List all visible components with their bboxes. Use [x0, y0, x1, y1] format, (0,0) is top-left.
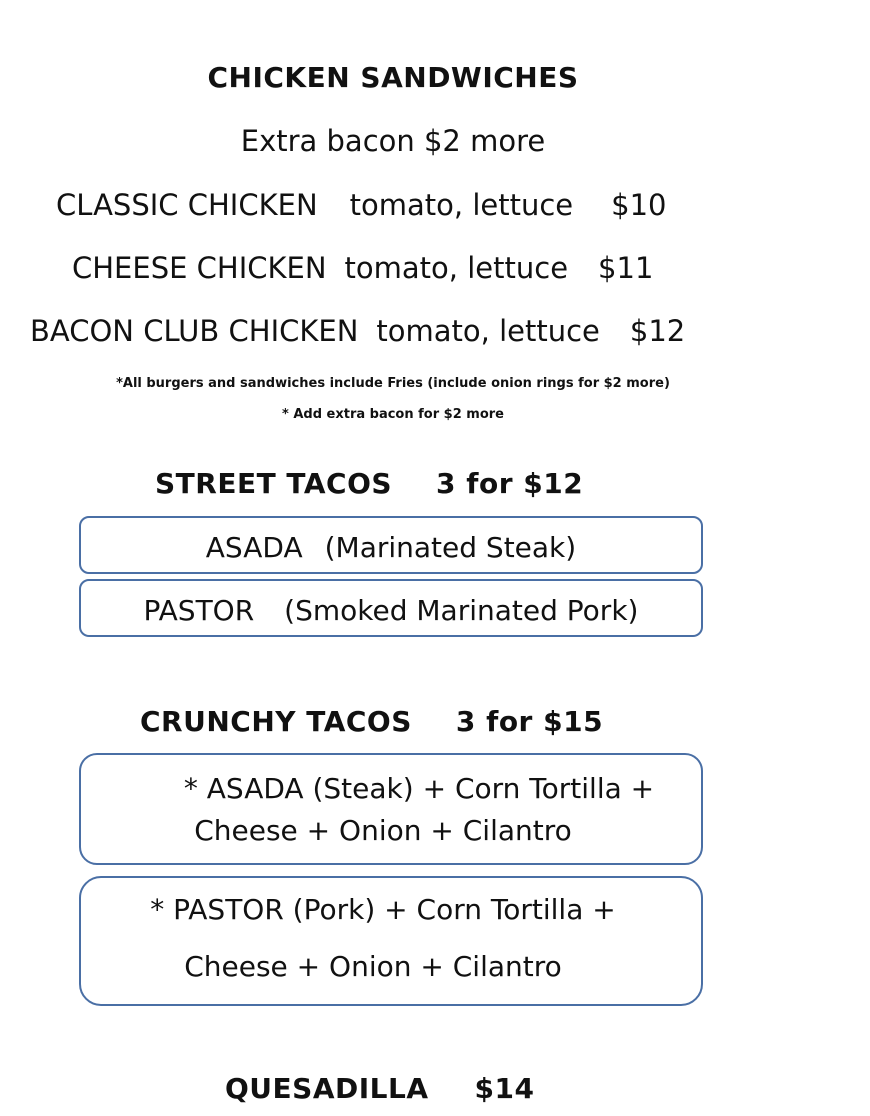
section-price: 3 for $12 — [436, 467, 584, 500]
option-text: PASTOR (Smoked Marinated Pork) — [143, 594, 639, 627]
crunchy-taco-option-asada — [79, 753, 703, 865]
item-price: $11 — [598, 251, 654, 285]
section-title: STREET TACOS — [155, 467, 393, 500]
section-price: $14 — [474, 1072, 535, 1105]
section-title: QUESADILLA — [225, 1072, 429, 1105]
crunchy-tacos-heading — [140, 705, 604, 738]
option-line-2: Cheese + Onion + Cilantro — [194, 814, 572, 847]
item-name: CHEESE CHICKEN — [72, 251, 327, 285]
item-toppings: tomato, lettuce — [344, 251, 569, 285]
footnote-fries: *All burgers and sandwiches include Fries (include onion rings for $2 more) — [116, 376, 670, 391]
item-toppings: tomato, lettuce — [349, 188, 574, 222]
section-price: 3 for $15 — [455, 705, 604, 738]
option-text: ASADA (Marinated Steak) — [205, 531, 577, 564]
menu-item-classic-chicken — [56, 188, 667, 222]
street-taco-option-pastor — [79, 579, 703, 637]
option-line-1: * ASADA (Steak) + Corn Tortilla + — [183, 772, 655, 805]
item-price: $12 — [629, 314, 686, 348]
item-price: $10 — [611, 188, 667, 222]
section-title: CRUNCHY TACOS — [140, 705, 412, 738]
menu-item-bacon-club-chicken — [30, 314, 686, 348]
item-name: BACON CLUB CHICKEN — [30, 314, 359, 348]
item-name: CLASSIC CHICKEN — [56, 188, 318, 222]
street-tacos-heading — [155, 467, 584, 500]
crunchy-taco-option-pastor — [79, 876, 703, 1006]
item-toppings: tomato, lettuce — [376, 314, 600, 348]
option-line-1: * PASTOR (Pork) + Corn Tortilla + — [150, 893, 616, 926]
extra-bacon-note: Extra bacon $2 more — [240, 124, 546, 158]
option-line-2: Cheese + Onion + Cilantro — [184, 950, 562, 983]
quesadilla-heading — [225, 1072, 535, 1105]
street-taco-option-asada — [79, 516, 703, 574]
chicken-sandwiches-heading: CHICKEN SANDWICHES — [207, 61, 579, 94]
menu-item-cheese-chicken — [72, 251, 654, 285]
footnote-extra-bacon: * Add extra bacon for $2 more — [282, 407, 504, 422]
